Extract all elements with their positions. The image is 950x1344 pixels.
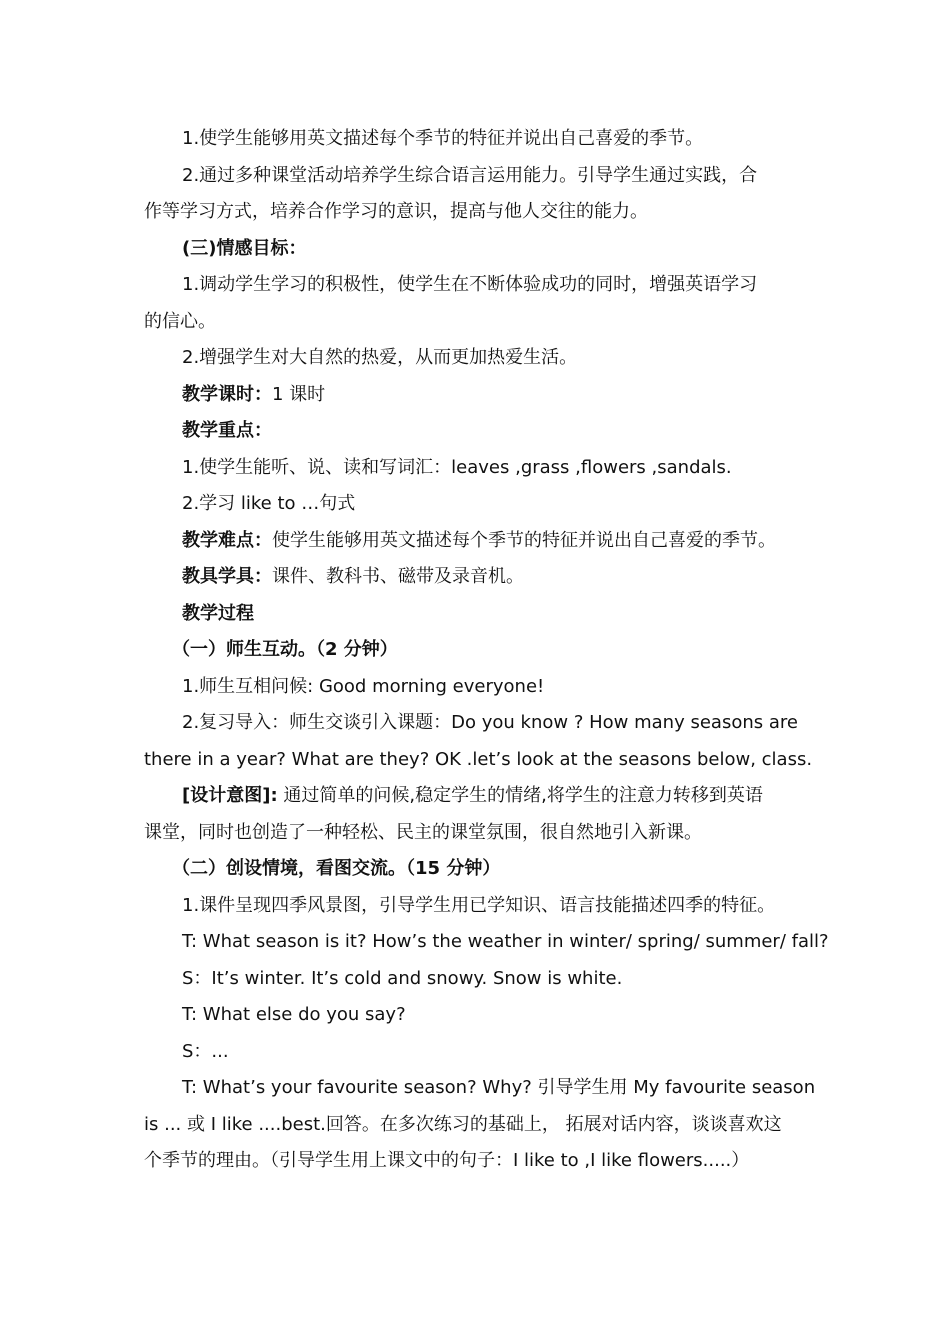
design-intent-label: [设计意图]: — [182, 785, 278, 806]
dialogue-teacher-3b: is ... 或 I like ....best.回答。在多次练习的基础上， 拓展对话内容，谈谈喜欢这 — [144, 1113, 782, 1135]
design-intent-line — [144, 778, 810, 815]
step-2-item-1: 1.课件呈现四季风景图，引导学生用已学知识、语言技能描述四季的特征。 — [182, 894, 776, 916]
step-1-item-2b: there in a year? What are they? OK .let’s look at the seasons below, class. — [144, 748, 813, 770]
emotion-line-1a: 1.调动学生学习的积极性，使学生在不断体验成功的同时，增强英语学习 — [182, 274, 758, 295]
dialogue-student-2: S：... — [182, 1040, 229, 1062]
dialogue-teacher-1: T: What season is it? How’s the weather in winter/ spring/ summer/ fall? — [182, 931, 829, 952]
objective-line-2a: 2.通过多种课堂活动培养学生综合语言运用能力。引导学生通过实践，合 — [182, 164, 758, 186]
design-intent-text-b: 课堂，同时也创造了一种轻松、民主的课堂氛围，很自然地引入新课。 — [144, 821, 702, 843]
class-hours-value: 1 课时 — [272, 383, 326, 405]
key-points-label: 教学重点： — [182, 420, 272, 441]
teaching-tools-line — [144, 559, 810, 596]
dialogue-student-1: S：It’s winter. It’s cold and snowy. Snow is white. — [182, 967, 623, 989]
difficulty-label: 教学难点： — [182, 529, 272, 551]
key-point-1: 1.使学生能听、说、读和写词汇：leaves ,grass ,flowers ,sandals. — [182, 456, 732, 478]
step-1-item-1: 1.师生互相问候: Good morning everyone! — [182, 675, 545, 697]
emotion-line-1b: 的信心。 — [144, 310, 216, 332]
section-heading-emotion: (三)情感目标： — [182, 237, 307, 259]
document-body — [144, 121, 829, 1180]
design-intent-text-a: 通过简单的问候,稳定学生的情绪,将学生的注意力转移到英语 — [277, 785, 763, 806]
difficulty-line — [144, 523, 810, 560]
step-2-heading: （二）创设情境，看图交流。（15 分钟） — [172, 858, 501, 879]
step-1-item-2a: 2.复习导入：师生交谈引入课题：Do you know ? How many seasons are — [182, 712, 798, 733]
teaching-process-heading: 教学过程 — [182, 602, 254, 624]
dialogue-teacher-3a: T: What’s your favourite season? Why? 引导学生用 My favourite season — [182, 1077, 816, 1098]
class-hours-line — [144, 377, 810, 414]
teaching-tools-value: 课件、教科书、磁带及录音机。 — [272, 566, 524, 587]
dialogue-teacher-3c: 个季节的理由。（引导学生用上课文中的句子：I like to ,I like flowers.....） — [144, 1150, 750, 1171]
class-hours-label: 教学课时： — [182, 383, 272, 405]
difficulty-value: 使学生能够用英文描述每个季节的特征并说出自己喜爱的季节。 — [272, 529, 776, 551]
teaching-tools-label: 教具学具： — [182, 566, 272, 587]
dialogue-teacher-2: T: What else do you say? — [182, 1004, 406, 1025]
objective-line-1: 1.使学生能够用英文描述每个季节的特征并说出自己喜爱的季节。 — [182, 128, 704, 149]
step-1-heading: （一）师生互动。（2 分钟） — [172, 639, 398, 660]
emotion-line-2: 2.增强学生对大自然的热爱，从而更加热爱生活。 — [182, 347, 578, 368]
key-point-2: 2.学习 like to …句式 — [182, 493, 356, 514]
objective-line-2b: 作等学习方式，培养合作学习的意识，提高与他人交往的能力。 — [144, 201, 648, 222]
